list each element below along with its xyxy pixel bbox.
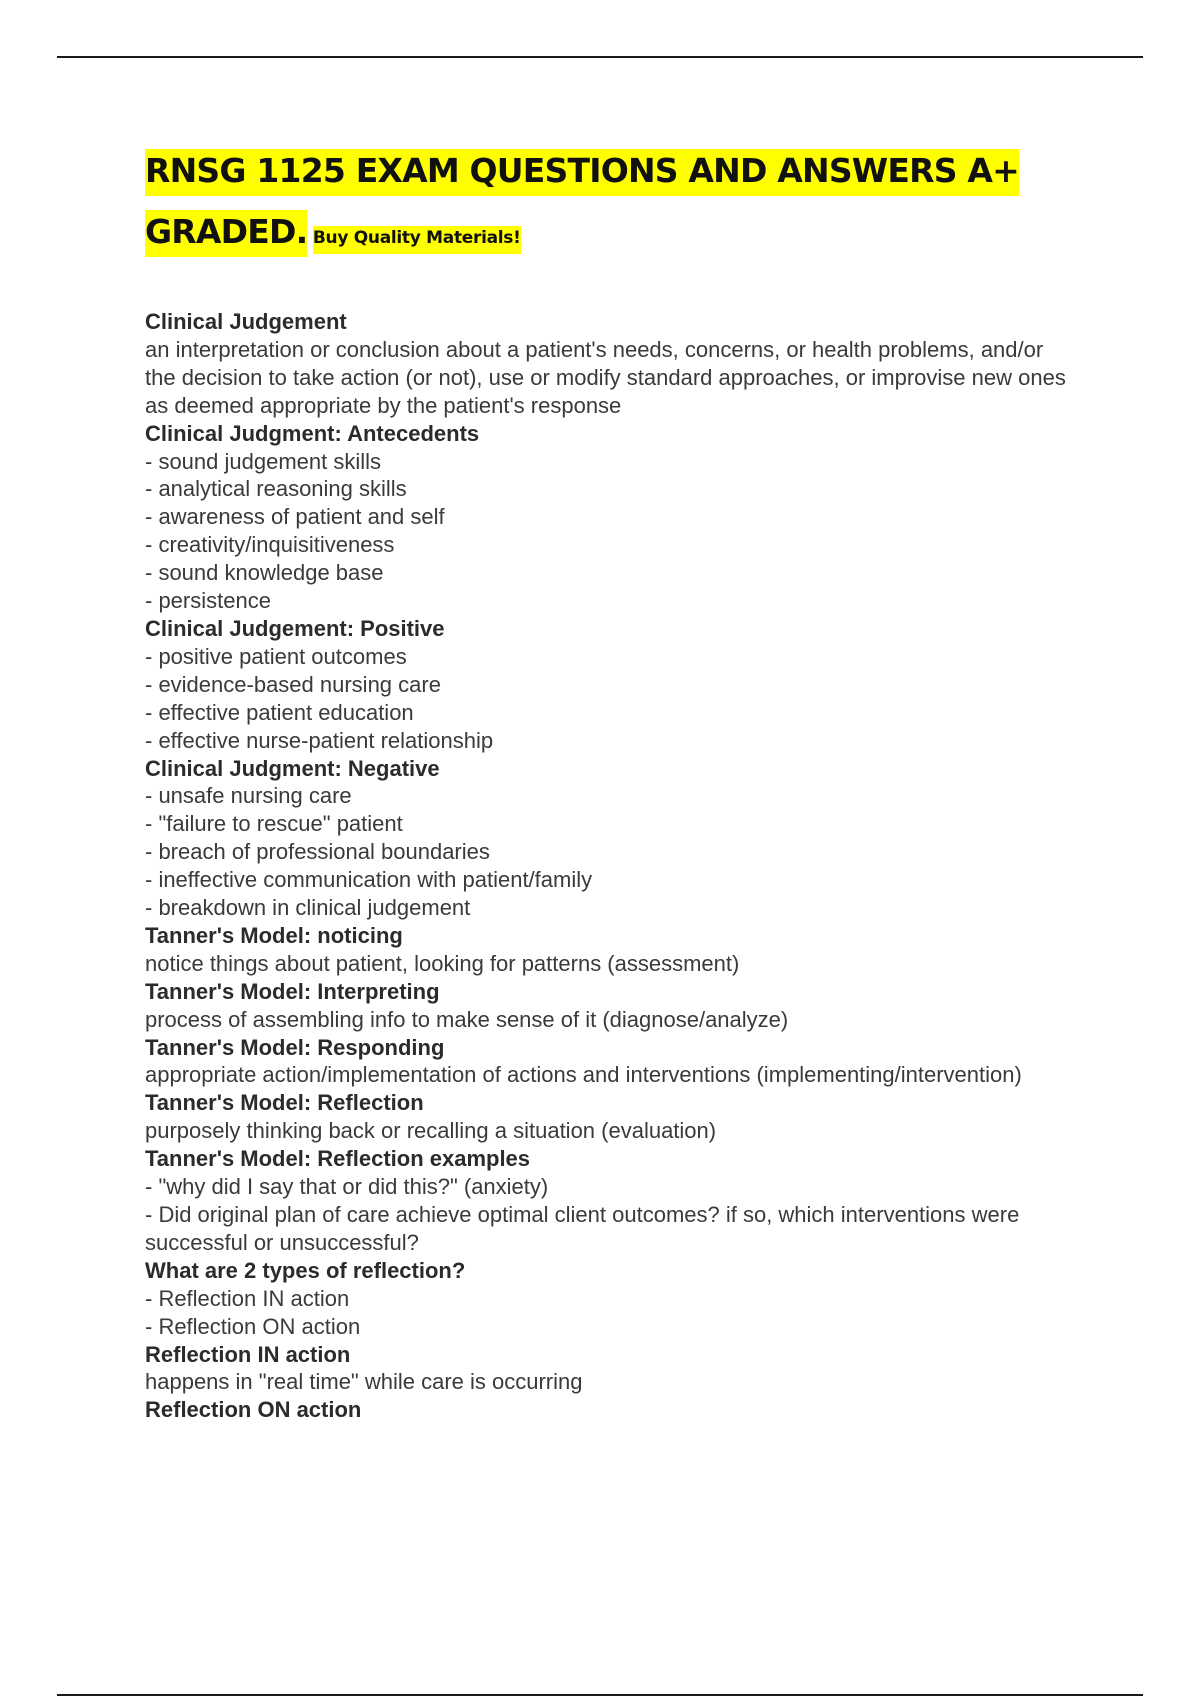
- definition-line: - breakdown in clinical judgement: [145, 895, 471, 921]
- definition-line: - Reflection ON action: [145, 1313, 361, 1339]
- definition-line: - ineffective communication with patient/family: [145, 867, 593, 893]
- flashcard-entry: [145, 1257, 1075, 1341]
- flashcard-entry: [145, 615, 1075, 755]
- term-heading: Tanner's Model: Interpreting: [145, 978, 440, 1004]
- term-heading: Clinical Judgement: [145, 309, 347, 334]
- term-heading: Clinical Judgment: Negative: [145, 755, 440, 781]
- definition-line: - analytical reasoning skills: [145, 476, 407, 502]
- definition-line: - effective patient education: [145, 699, 414, 725]
- term-heading: Tanner's Model: Reflection examples: [145, 1146, 531, 1172]
- definition-line: - "why did I say that or did this?" (anxiety): [145, 1174, 549, 1200]
- term-heading: Tanner's Model: Reflection: [145, 1090, 424, 1116]
- flashcard-entry: [145, 420, 1075, 615]
- bottom-rule: [57, 1694, 1143, 1696]
- flashcard-entry: [145, 1089, 1075, 1145]
- definition-line: - positive patient outcomes: [145, 643, 407, 669]
- title-main: RNSG 1125 EXAM QUESTIONS AND ANSWERS A+ GRADED.: [145, 149, 1019, 257]
- flashcard-entry: [145, 922, 1075, 978]
- definition-line: appropriate action/implementation of actions and interventions (implementing/intervention): [145, 1062, 1022, 1088]
- term-heading: Tanner's Model: noticing: [145, 922, 403, 948]
- term-heading: Clinical Judgement: Positive: [145, 615, 445, 641]
- definition-line: - creativity/inquisitiveness: [145, 532, 395, 558]
- definition-line: - Reflection IN action: [145, 1285, 350, 1311]
- definition-line: - breach of professional boundaries: [145, 839, 490, 865]
- definition-line: process of assembling info to make sense of it (diagnose/analyze): [145, 1006, 789, 1032]
- definition-line: - awareness of patient and self: [145, 504, 445, 530]
- definition-line: happens in "real time" while care is occurring: [145, 1369, 583, 1395]
- term-heading: Reflection IN action: [145, 1341, 351, 1367]
- definition-line: - unsafe nursing care: [145, 783, 352, 809]
- definition-line: notice things about patient, looking for patterns (assessment): [145, 950, 740, 976]
- definition-line: - Did original plan of care achieve optimal client outcomes? if so, which interventions were successful or unsuccessful?: [145, 1202, 1020, 1255]
- flashcard-entry: [145, 978, 1075, 1034]
- definition-line: - effective nurse-patient relationship: [145, 727, 494, 753]
- flashcard-entry: [145, 1145, 1075, 1257]
- term-heading: Clinical Judgment: Antecedents: [145, 420, 480, 446]
- top-rule: [57, 56, 1143, 58]
- definition-line: an interpretation or conclusion about a patient's needs, concerns, or health problems, and/or the decision to take action (or not), use or modify standard approaches, or improvise new ones as deemed appropriate by the patient's response: [145, 336, 1066, 418]
- definition-line: - sound judgement skills: [145, 448, 382, 474]
- definition-line: - "failure to rescue" patient: [145, 811, 403, 837]
- definition-line: purposely thinking back or recalling a situation (evaluation): [145, 1118, 717, 1144]
- title-tagline: Buy Quality Materials!: [313, 226, 521, 254]
- flashcard-entry: [145, 1341, 1075, 1397]
- definition-line: - evidence-based nursing care: [145, 671, 441, 697]
- flashcard-entry: [145, 755, 1075, 922]
- flashcard-entry: [145, 308, 1075, 420]
- term-heading: Tanner's Model: Responding: [145, 1034, 445, 1060]
- flashcard-list: [145, 308, 1075, 1424]
- flashcard-entry: [145, 1034, 1075, 1090]
- flashcard-entry: [145, 1396, 1075, 1424]
- term-heading: Reflection ON action: [145, 1397, 362, 1423]
- term-heading: What are 2 types of reflection?: [145, 1257, 466, 1283]
- definition-line: - persistence: [145, 588, 271, 614]
- definition-line: - sound knowledge base: [145, 560, 384, 586]
- document-title: [145, 143, 1095, 266]
